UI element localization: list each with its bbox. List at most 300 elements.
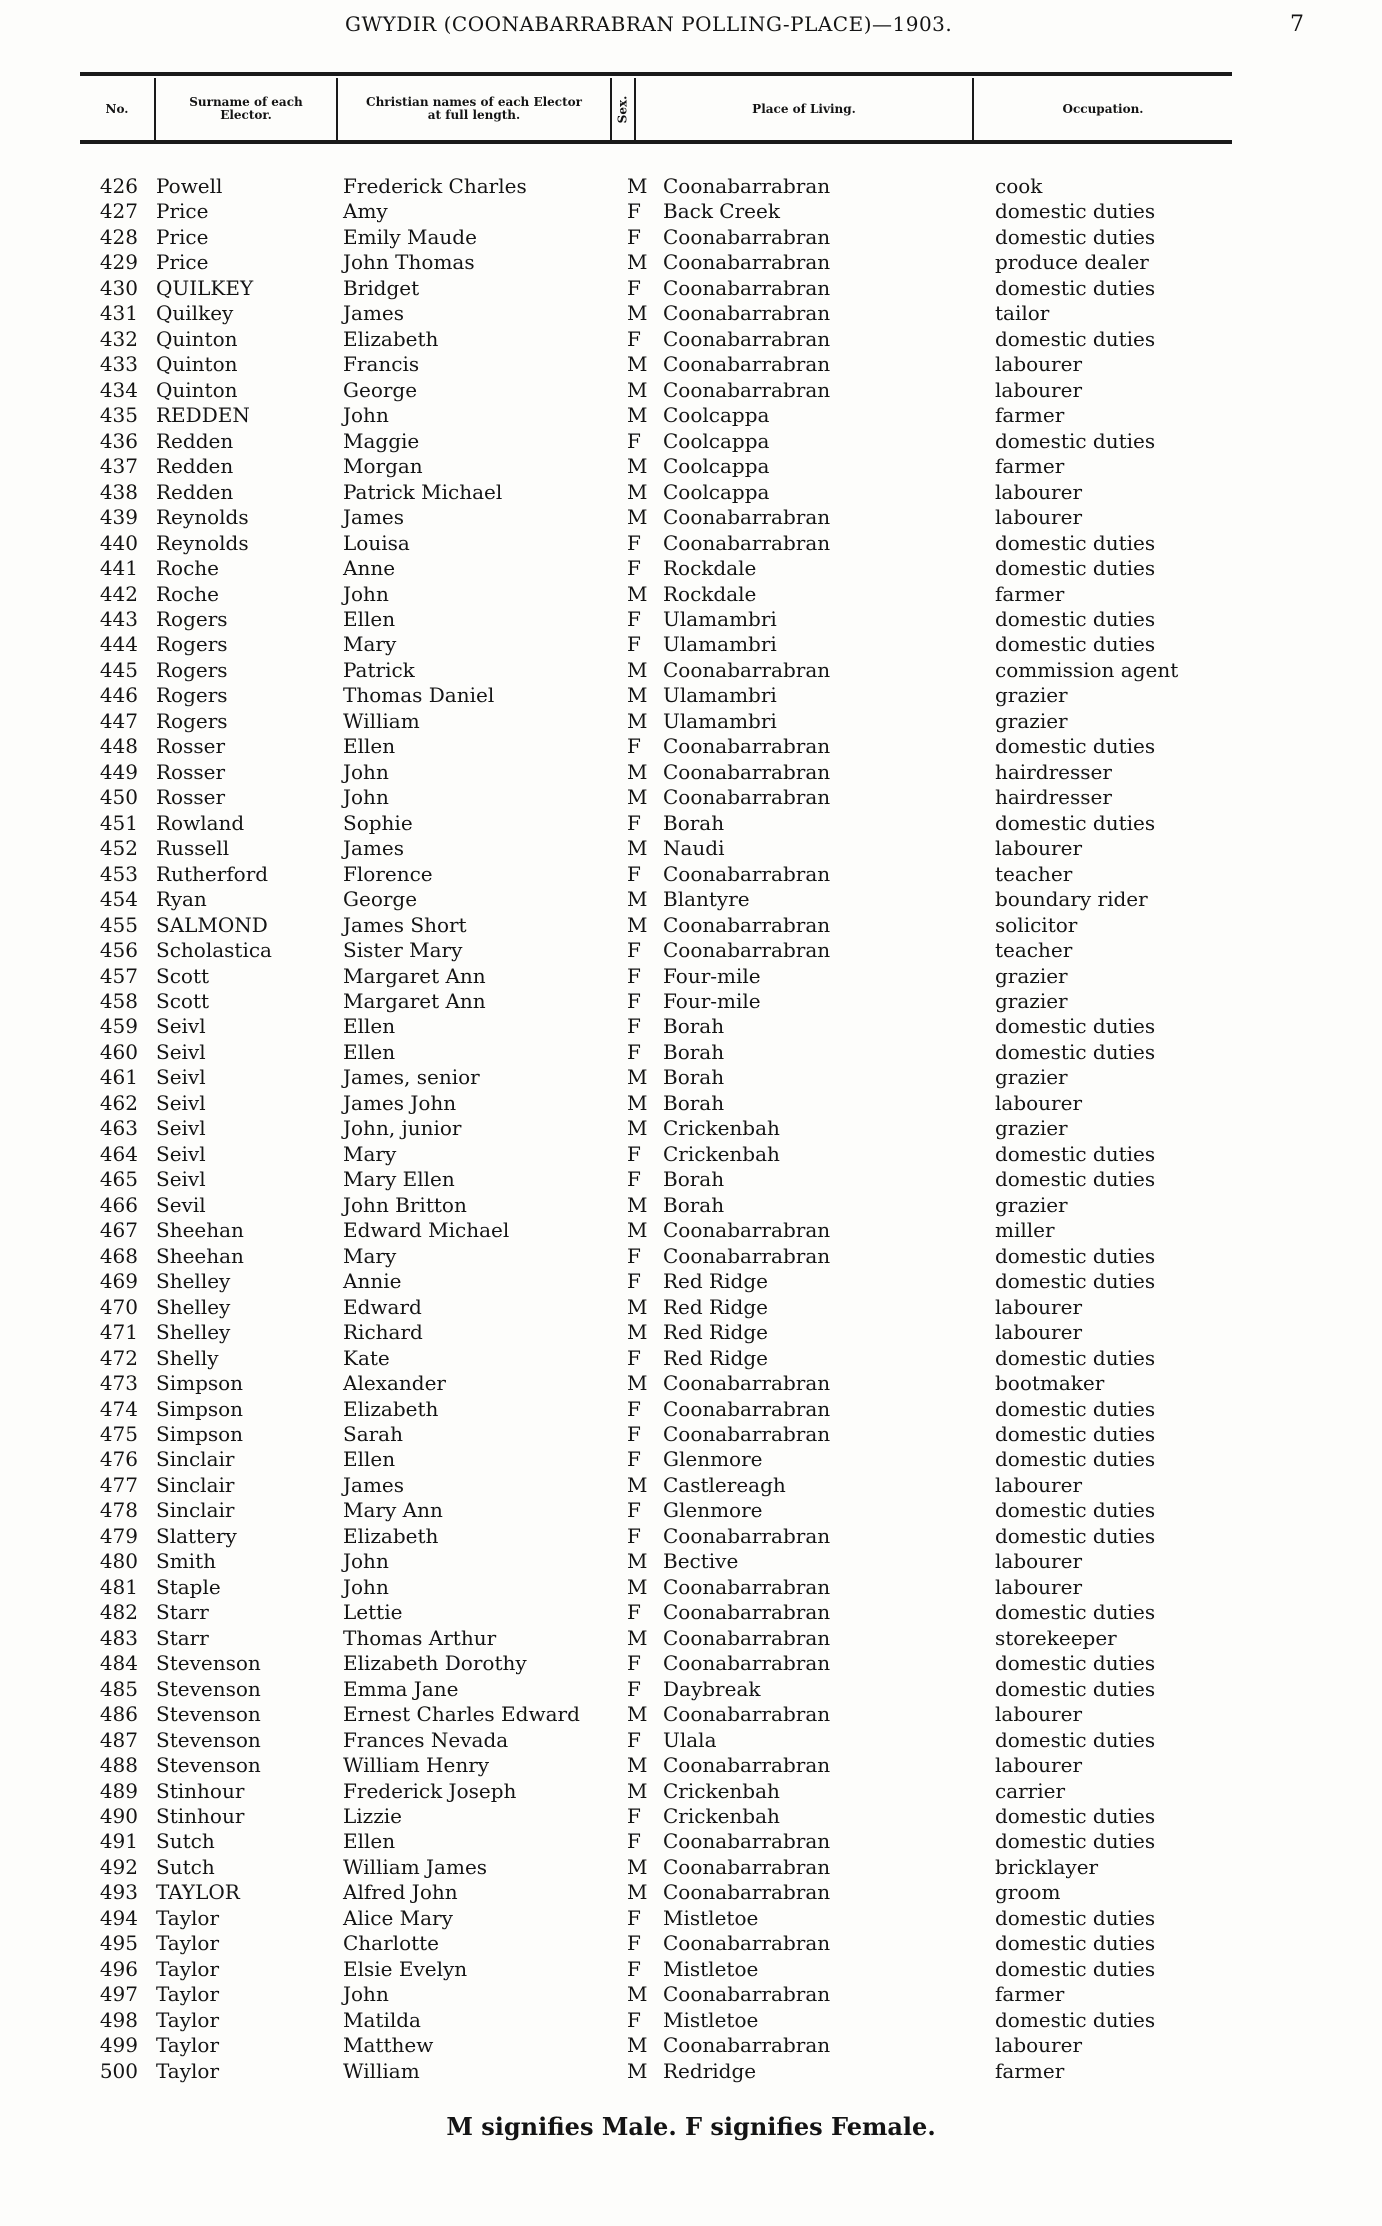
table-row (0, 1193, 1382, 1218)
elector-occupation: domestic duties (995, 1651, 1156, 1676)
elector-surname: Stevenson (156, 1727, 261, 1752)
elector-surname: Rosser (156, 734, 226, 759)
table-row (0, 2033, 1382, 2058)
elector-occupation: teacher (995, 861, 1073, 886)
elector-christian-names: Florence (343, 861, 433, 886)
elector-sex: F (627, 428, 641, 453)
elector-occupation: domestic duties (995, 199, 1156, 224)
elector-christian-names: John (343, 1982, 389, 2007)
elector-number: 475 (99, 1421, 138, 1446)
elector-surname: Scholastica (156, 938, 272, 963)
elector-occupation: domestic duties (995, 1447, 1156, 1472)
table-row (0, 505, 1382, 530)
elector-sex: M (627, 708, 648, 733)
elector-number: 487 (99, 1727, 138, 1752)
elector-place-of-living: Borah (663, 1167, 725, 1192)
page-number: 7 (1290, 12, 1304, 37)
elector-number: 456 (99, 938, 138, 963)
elector-occupation: bricklayer (995, 1854, 1099, 1879)
elector-surname: Ryan (156, 887, 207, 912)
table-row (0, 480, 1382, 505)
elector-christian-names: Annie (343, 1269, 402, 1294)
elector-number: 457 (99, 963, 138, 988)
elector-number: 478 (99, 1498, 138, 1523)
elector-christian-names: George (343, 377, 418, 402)
elector-sex: M (627, 1880, 648, 1905)
elector-number: 489 (99, 1778, 138, 1803)
elector-occupation: domestic duties (995, 1498, 1156, 1523)
elector-sex: M (627, 174, 648, 198)
elector-place-of-living: Ulamambri (663, 708, 777, 733)
elector-place-of-living: Coonabarrabran (663, 250, 831, 275)
elector-surname: Roche (156, 581, 220, 606)
table-row (0, 327, 1382, 352)
elector-sex: M (627, 1371, 648, 1396)
elector-place-of-living: Borah (663, 1192, 725, 1217)
elector-surname: Taylor (156, 2058, 220, 2083)
elector-place-of-living: Coonabarrabran (663, 505, 831, 530)
elector-number: 439 (99, 505, 138, 530)
elector-number: 441 (99, 556, 138, 581)
elector-number: 494 (99, 1905, 138, 1930)
elector-occupation: domestic duties (995, 1600, 1156, 1625)
elector-place-of-living: Red Ridge (663, 1320, 768, 1345)
elector-sex: M (627, 1218, 648, 1243)
table-row (0, 1626, 1382, 1651)
elector-sex: F (627, 1600, 641, 1625)
elector-sex: F (627, 556, 641, 581)
elector-surname: Shelley (156, 1320, 231, 1345)
elector-christian-names: Ernest Charles Edward (343, 1702, 580, 1727)
elector-number: 493 (99, 1880, 138, 1905)
elector-christian-names: Maggie (343, 428, 420, 453)
elector-number: 500 (99, 2058, 138, 2083)
elector-sex: F (627, 1167, 641, 1192)
elector-occupation: domestic duties (995, 1421, 1156, 1446)
elector-surname: Redden (156, 454, 234, 479)
elector-sex: F (627, 1727, 641, 1752)
elector-sex: F (627, 1345, 641, 1370)
elector-number: 471 (99, 1320, 138, 1345)
elector-surname: Sinclair (156, 1447, 235, 1472)
elector-place-of-living: Coolcappa (663, 403, 770, 428)
table-row (0, 1346, 1382, 1371)
elector-sex: M (627, 836, 648, 861)
elector-number: 468 (99, 1243, 138, 1268)
elector-occupation: domestic duties (995, 1141, 1156, 1166)
elector-sex: M (627, 479, 648, 504)
elector-occupation: solicitor (995, 912, 1078, 937)
elector-number: 479 (99, 1523, 138, 1548)
table-row (0, 1753, 1382, 1778)
elector-occupation: labourer (995, 1090, 1083, 1115)
table-row (0, 607, 1382, 632)
elector-surname: Quinton (156, 326, 238, 351)
elector-surname: Taylor (156, 1982, 220, 2007)
elector-christian-names: William (343, 708, 420, 733)
table-row (0, 1549, 1382, 1574)
elector-occupation: labourer (995, 1549, 1083, 1574)
elector-christian-names: Alexander (343, 1371, 446, 1396)
elector-occupation: farmer (995, 2058, 1065, 2083)
elector-sex: M (627, 912, 648, 937)
column-header-christian: Christian names of each Elector at full length. (366, 95, 582, 122)
elector-place-of-living: Borah (663, 1039, 725, 1064)
elector-occupation: domestic duties (995, 1956, 1156, 1981)
table-row (0, 1677, 1382, 1702)
page-title: GWYDIR (COONABARRABRAN POLLING-PLACE)—1903. (345, 12, 953, 36)
elector-sex: M (627, 403, 648, 428)
elector-sex: M (627, 1472, 648, 1497)
elector-number: 458 (99, 989, 138, 1013)
elector-surname: Taylor (156, 2033, 220, 2058)
elector-sex: M (627, 1549, 648, 1574)
elector-occupation: domestic duties (995, 1039, 1156, 1064)
elector-christian-names: Mary (343, 1141, 397, 1166)
elector-occupation: domestic duties (995, 1931, 1156, 1956)
elector-occupation: domestic duties (995, 1269, 1156, 1294)
elector-place-of-living: Coonabarrabran (663, 1702, 831, 1727)
table-row (0, 429, 1382, 454)
elector-sex: F (627, 1498, 641, 1523)
elector-occupation: domestic duties (995, 734, 1156, 759)
elector-place-of-living: Borah (663, 1090, 725, 1115)
elector-christian-names: James (343, 301, 405, 326)
elector-surname: Sevil (156, 1192, 206, 1217)
elector-occupation: miller (995, 1218, 1055, 1243)
table-row (0, 1728, 1382, 1753)
elector-sex: M (627, 1294, 648, 1319)
elector-christian-names: Louisa (343, 530, 410, 555)
elector-occupation: carrier (995, 1778, 1066, 1803)
elector-occupation: labourer (995, 1574, 1083, 1599)
table-row (0, 1320, 1382, 1345)
elector-surname: Reynolds (156, 530, 249, 555)
table-row (0, 913, 1382, 938)
elector-number: 438 (99, 479, 138, 504)
elector-christian-names: James (343, 836, 405, 861)
table-row (0, 632, 1382, 657)
elector-place-of-living: Coonabarrabran (663, 2033, 831, 2058)
elector-occupation: grazier (995, 1192, 1068, 1217)
elector-surname: Scott (156, 989, 210, 1013)
elector-occupation: teacher (995, 938, 1073, 963)
elector-place-of-living: Red Ridge (663, 1345, 768, 1370)
table-row (0, 2008, 1382, 2033)
elector-occupation: labourer (995, 1294, 1083, 1319)
table-row (0, 1269, 1382, 1294)
elector-occupation: groom (995, 1880, 1061, 1905)
elector-place-of-living: Coonabarrabran (663, 1982, 831, 2007)
elector-surname: Stinhour (156, 1778, 245, 1803)
elector-christian-names: Margaret Ann (343, 963, 486, 988)
table-row (0, 709, 1382, 734)
elector-surname: Smith (156, 1549, 216, 1574)
elector-number: 460 (99, 1039, 138, 1064)
table-row (0, 658, 1382, 683)
elector-number: 484 (99, 1651, 138, 1676)
elector-place-of-living: Coonabarrabran (663, 1931, 831, 1956)
table-row (0, 1982, 1382, 2007)
elector-sex: F (627, 1905, 641, 1930)
elector-surname: Rogers (156, 708, 228, 733)
elector-surname: Staple (156, 1574, 221, 1599)
elector-christian-names: John (343, 1574, 389, 1599)
elector-sex: M (627, 1192, 648, 1217)
elector-christian-names: Elizabeth (343, 1396, 439, 1421)
elector-place-of-living: Mistletoe (663, 1956, 759, 1981)
elector-surname: Powell (156, 174, 223, 198)
column-header-occupation: Occupation. (1062, 101, 1144, 116)
elector-place-of-living: Redridge (663, 2058, 757, 2083)
elector-occupation: cook (995, 174, 1043, 198)
elector-occupation: commission agent (995, 657, 1179, 682)
elector-surname: Sutch (156, 1854, 215, 1879)
table-row (0, 531, 1382, 556)
table-row (0, 1142, 1382, 1167)
elector-christian-names: Margaret Ann (343, 989, 486, 1013)
elector-surname: Stevenson (156, 1702, 261, 1727)
elector-christian-names: Alice Mary (343, 1905, 453, 1930)
table-row (0, 1855, 1382, 1880)
elector-surname: QUILKEY (156, 275, 254, 300)
elector-surname: Slattery (156, 1523, 237, 1548)
elector-number: 427 (99, 199, 138, 224)
elector-surname: Sheehan (156, 1243, 244, 1268)
elector-sex: M (627, 1090, 648, 1115)
elector-sex: F (627, 224, 641, 249)
elector-number: 435 (99, 403, 138, 428)
elector-christian-names: James John (343, 1090, 457, 1115)
elector-surname: Stevenson (156, 1651, 261, 1676)
elector-surname: Seivl (156, 1167, 206, 1192)
elector-surname: Seivl (156, 1014, 206, 1039)
elector-place-of-living: Coonabarrabran (663, 326, 831, 351)
elector-number: 440 (99, 530, 138, 555)
elector-sex: M (627, 657, 648, 682)
elector-christian-names: John (343, 403, 389, 428)
table-row (0, 938, 1382, 963)
elector-christian-names: Bridget (343, 275, 420, 300)
elector-sex: M (627, 505, 648, 530)
elector-christian-names: Elizabeth (343, 1523, 439, 1548)
elector-place-of-living: Coonabarrabran (663, 530, 831, 555)
elector-christian-names: Charlotte (343, 1931, 440, 1956)
elector-christian-names: Elsie Evelyn (343, 1956, 468, 1981)
elector-sex: F (627, 1141, 641, 1166)
elector-occupation: grazier (995, 1065, 1068, 1090)
elector-place-of-living: Coonabarrabran (663, 785, 831, 810)
elector-christian-names: William Henry (343, 1753, 490, 1778)
elector-number: 428 (99, 224, 138, 249)
header-rule (80, 140, 1232, 144)
elector-sex: F (627, 2007, 641, 2032)
elector-surname: Taylor (156, 2007, 220, 2032)
elector-place-of-living: Coonabarrabran (663, 1880, 831, 1905)
elector-occupation: boundary rider (995, 887, 1148, 912)
elector-place-of-living: Bective (663, 1549, 739, 1574)
elector-sex: M (627, 759, 648, 784)
elector-place-of-living: Crickenbah (663, 1116, 780, 1141)
elector-occupation: hairdresser (995, 785, 1112, 810)
elector-occupation: grazier (995, 963, 1068, 988)
elector-surname: Reynolds (156, 505, 249, 530)
elector-place-of-living: Coonabarrabran (663, 301, 831, 326)
table-row (0, 1957, 1382, 1982)
column-header-place: Place of Living. (752, 101, 856, 116)
elector-christian-names: Thomas Arthur (343, 1625, 497, 1650)
elector-christian-names: Elizabeth (343, 326, 439, 351)
elector-christian-names: Matthew (343, 2033, 434, 2058)
elector-surname: Simpson (156, 1371, 244, 1396)
elector-place-of-living: Glenmore (663, 1447, 763, 1472)
elector-number: 429 (99, 250, 138, 275)
table-row (0, 760, 1382, 785)
elector-sex: M (627, 352, 648, 377)
table-row (0, 1880, 1382, 1905)
elector-sex: M (627, 1702, 648, 1727)
table-row (0, 352, 1382, 377)
elector-christian-names: Sarah (343, 1421, 403, 1446)
elector-number: 431 (99, 301, 138, 326)
table-row (0, 1040, 1382, 1065)
elector-place-of-living: Coonabarrabran (663, 275, 831, 300)
elector-number: 450 (99, 785, 138, 810)
elector-christian-names: James Short (343, 912, 467, 937)
elector-place-of-living: Four-mile (663, 963, 761, 988)
elector-surname: Rogers (156, 683, 228, 708)
elector-sex: F (627, 1447, 641, 1472)
table-row (0, 1804, 1382, 1829)
elector-surname: Quinton (156, 352, 238, 377)
elector-occupation: domestic duties (995, 1345, 1156, 1370)
elector-surname: Sheehan (156, 1218, 244, 1243)
elector-occupation: domestic duties (995, 606, 1156, 631)
elector-number: 491 (99, 1829, 138, 1854)
elector-occupation: produce dealer (995, 250, 1149, 275)
elector-place-of-living: Coolcappa (663, 479, 770, 504)
elector-occupation: domestic duties (995, 326, 1156, 351)
elector-occupation: tailor (995, 301, 1050, 326)
elector-sex: M (627, 887, 648, 912)
elector-place-of-living: Coonabarrabran (663, 912, 831, 937)
elector-sex: F (627, 1269, 641, 1294)
table-row (0, 1600, 1382, 1625)
table-row (0, 454, 1382, 479)
table-row (0, 1295, 1382, 1320)
elector-sex: F (627, 606, 641, 631)
elector-place-of-living: Blantyre (663, 887, 750, 912)
elector-sex: F (627, 1039, 641, 1064)
elector-number: 469 (99, 1269, 138, 1294)
elector-surname: Seivl (156, 1116, 206, 1141)
table-row (0, 1702, 1382, 1727)
elector-surname: Quinton (156, 377, 238, 402)
elector-number: 485 (99, 1676, 138, 1701)
elector-occupation: grazier (995, 1116, 1068, 1141)
elector-surname: Sinclair (156, 1472, 235, 1497)
table-row (0, 887, 1382, 912)
elector-place-of-living: Ulamambri (663, 632, 777, 657)
elector-occupation: labourer (995, 377, 1083, 402)
elector-christian-names: Lizzie (343, 1804, 402, 1828)
elector-number: 495 (99, 1931, 138, 1956)
elector-christian-names: James (343, 1472, 405, 1497)
elector-sex: M (627, 1982, 648, 2007)
elector-sex: M (627, 785, 648, 810)
elector-sex: F (627, 963, 641, 988)
elector-place-of-living: Coonabarrabran (663, 1854, 831, 1879)
elector-number: 454 (99, 887, 138, 912)
elector-occupation: grazier (995, 708, 1068, 733)
elector-sex: F (627, 1523, 641, 1548)
elector-place-of-living: Crickenbah (663, 1804, 780, 1828)
elector-place-of-living: Coonabarrabran (663, 1651, 831, 1676)
elector-christian-names: Mary (343, 1243, 397, 1268)
elector-sex: M (627, 1625, 648, 1650)
elector-christian-names: John (343, 785, 389, 810)
elector-christian-names: Ellen (343, 606, 396, 631)
elector-occupation: labourer (995, 1702, 1083, 1727)
elector-number: 463 (99, 1116, 138, 1141)
elector-sex: M (627, 1320, 648, 1345)
table-row (0, 378, 1382, 403)
elector-number: 437 (99, 454, 138, 479)
elector-surname: Russell (156, 836, 230, 861)
elector-surname: Rosser (156, 785, 226, 810)
column-header-no: No. (105, 101, 129, 116)
table-row (0, 250, 1382, 275)
elector-place-of-living: Four-mile (663, 989, 761, 1013)
elector-occupation: labourer (995, 1472, 1083, 1497)
elector-surname: Scott (156, 963, 210, 988)
elector-occupation: farmer (995, 403, 1065, 428)
elector-surname: Redden (156, 479, 234, 504)
elector-number: 448 (99, 734, 138, 759)
elector-christian-names: Morgan (343, 454, 423, 479)
elector-surname: Price (156, 224, 209, 249)
elector-place-of-living: Daybreak (663, 1676, 761, 1701)
elector-number: 451 (99, 810, 138, 835)
elector-christian-names: Sophie (343, 810, 413, 835)
elector-occupation: grazier (995, 683, 1068, 708)
elector-christian-names: James (343, 505, 405, 530)
elector-occupation: domestic duties (995, 810, 1156, 835)
elector-place-of-living: Coonabarrabran (663, 734, 831, 759)
elector-sex: M (627, 1854, 648, 1879)
elector-surname: Stevenson (156, 1676, 261, 1701)
elector-occupation: labourer (995, 1753, 1083, 1778)
elector-place-of-living: Mistletoe (663, 1905, 759, 1930)
table-row (0, 1116, 1382, 1141)
elector-sex: F (627, 1931, 641, 1956)
table-row (0, 1651, 1382, 1676)
elector-christian-names: Emma Jane (343, 1676, 459, 1701)
elector-number: 499 (99, 2033, 138, 2058)
table-row (0, 1447, 1382, 1472)
elector-place-of-living: Coonabarrabran (663, 1753, 831, 1778)
elector-christian-names: Anne (343, 556, 396, 581)
elector-christian-names: William (343, 2058, 420, 2083)
elector-occupation: labourer (995, 505, 1083, 530)
elector-number: 497 (99, 1982, 138, 2007)
table-row (0, 199, 1382, 224)
elector-christian-names: Patrick (343, 657, 415, 682)
elector-sex: F (627, 632, 641, 657)
elector-number: 449 (99, 759, 138, 784)
elector-occupation: labourer (995, 352, 1083, 377)
elector-place-of-living: Red Ridge (663, 1294, 768, 1319)
